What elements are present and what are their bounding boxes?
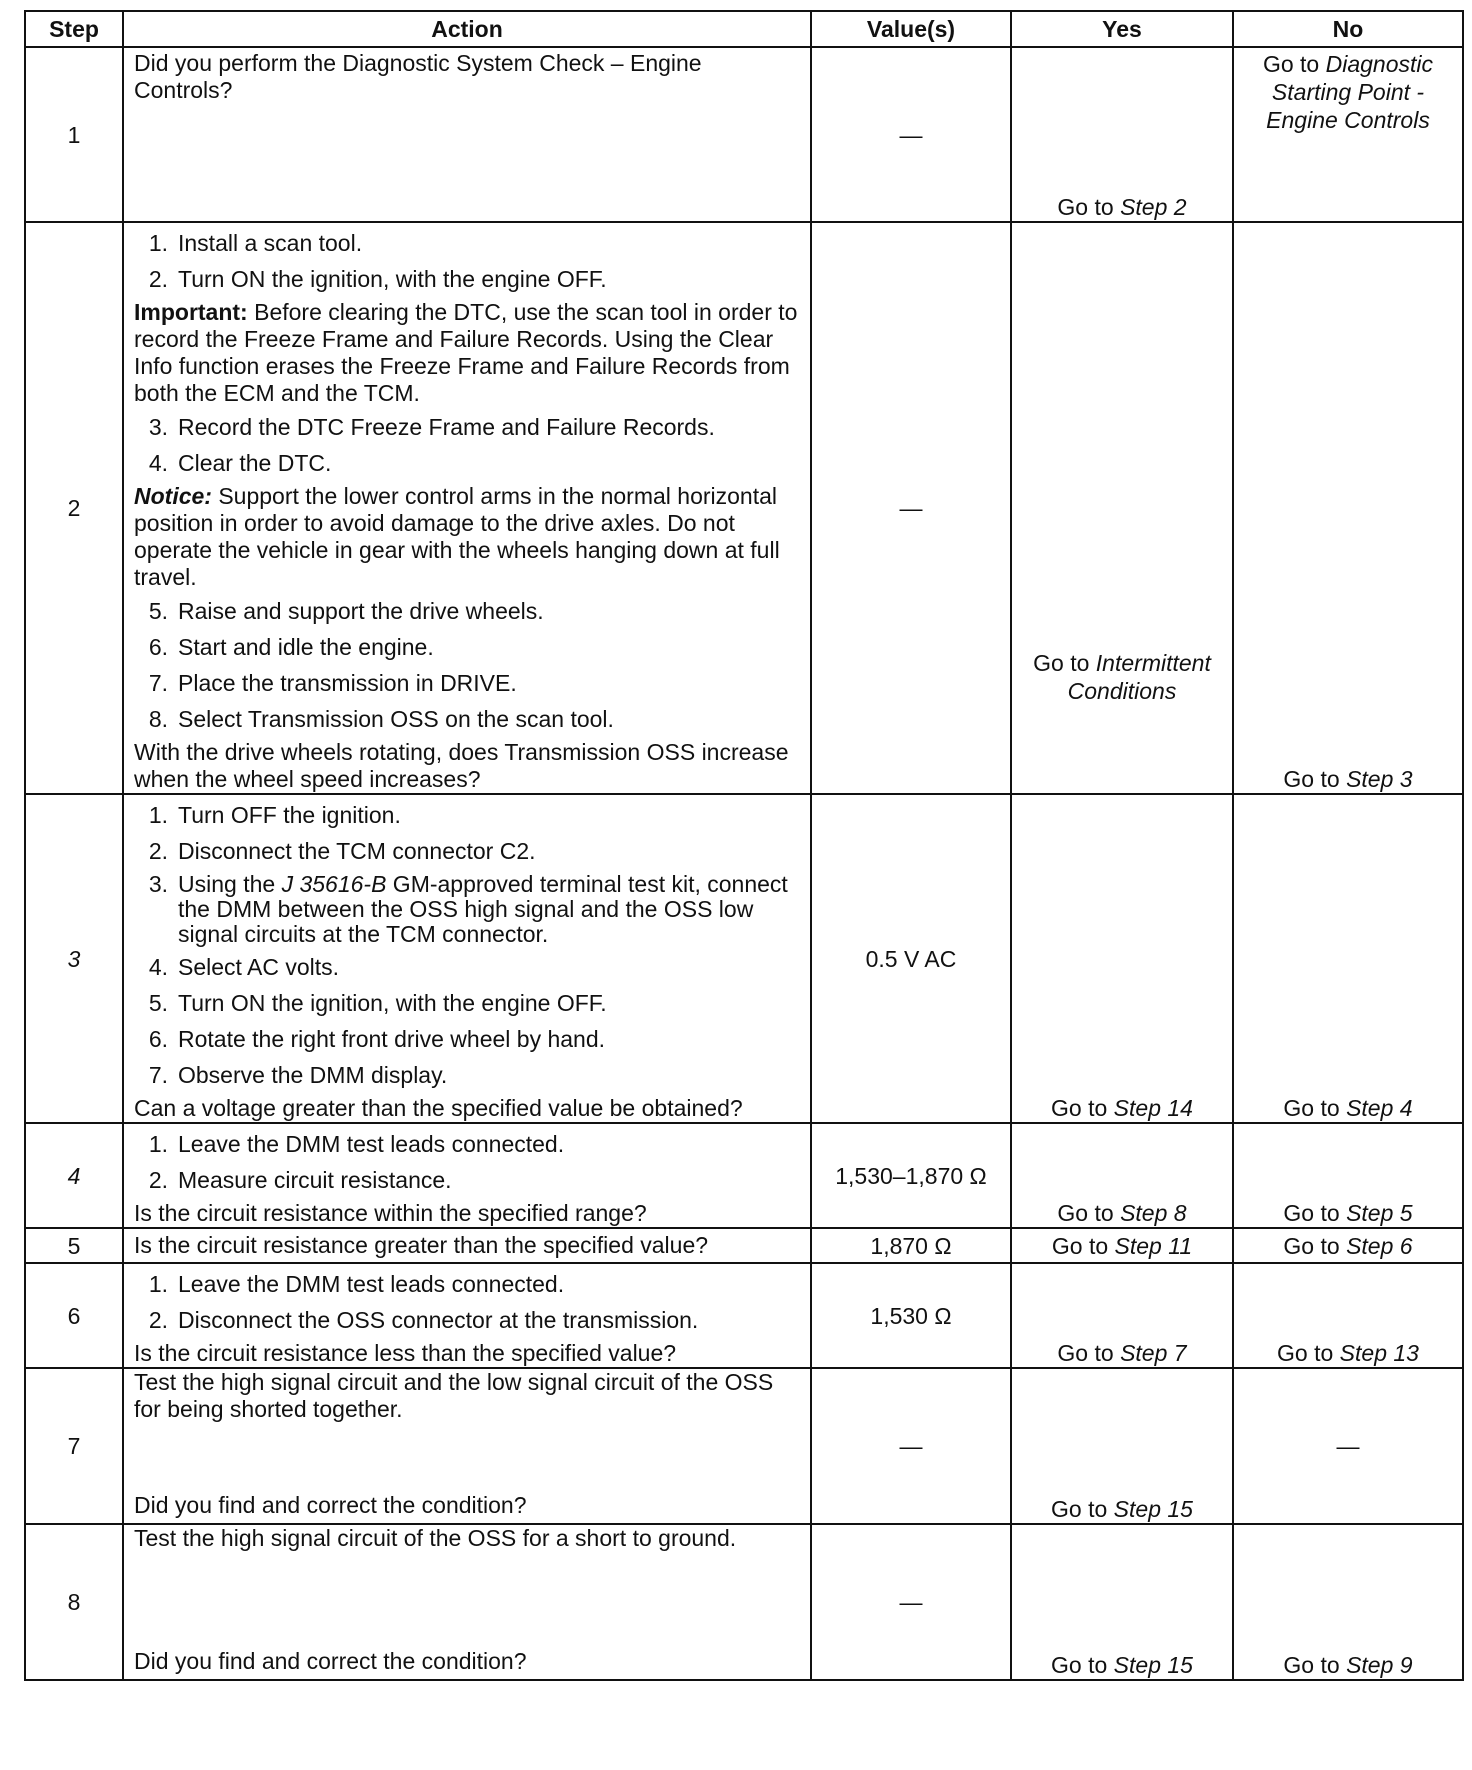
go-to-text: Go to [1283,1200,1340,1226]
yes-cell [1011,1368,1233,1524]
no-link[interactable]: Step 5 [1346,1200,1413,1226]
step-number: 2 [25,222,123,794]
yes-cell [1011,1123,1233,1228]
yes-cell [1011,1524,1233,1680]
header-yes: Yes [1011,11,1233,47]
value-cell: 1,870 Ω [811,1228,1011,1263]
no-cell [1233,794,1463,1123]
list-item: 2. Disconnect the OSS connector at the transmission. [148,1307,699,1333]
header-no: No [1233,11,1463,47]
list-item: 2. Turn ON the ignition, with the engine OFF. [148,266,607,292]
list-item: 5. Raise and support the drive wheels. [148,598,544,624]
yes-link[interactable]: Step 14 [1113,1095,1193,1121]
list-item: 5. Turn ON the ignition, with the engine OFF. [148,990,607,1016]
action-question: Is the circuit resistance within the specified range? [134,1200,647,1226]
yes-link[interactable]: Step 7 [1120,1340,1187,1366]
header-step: Step [25,11,123,47]
go-to-text: Go to [1057,194,1114,220]
step-number: 5 [25,1228,123,1263]
no-link-cont[interactable]: Engine Controls [1266,107,1430,133]
yes-cell [1011,1228,1233,1263]
list-item: 8. Select Transmission OSS on the scan tool. [148,706,614,732]
yes-link[interactable]: Step 15 [1113,1652,1193,1678]
action-question: Did you perform the Diagnostic System Check – Engine Controls? [134,50,702,103]
yes-link[interactable]: Intermittent [1095,650,1211,676]
action-text: Test the high signal circuit of the OSS for a short to ground. [134,1525,737,1551]
go-to-text: Go to [1277,1340,1334,1366]
go-to-text: Go to [1051,1095,1108,1121]
header-values: Value(s) [811,11,1011,47]
yes-link[interactable]: Step 15 [1113,1496,1193,1522]
action-question: Can a voltage greater than the specified value be obtained? [134,1095,743,1121]
list-item: 6. Rotate the right front drive wheel by hand. [148,1026,606,1052]
go-to-text: Go to [1057,1340,1114,1366]
no-cell: — [1233,1368,1463,1524]
action-text: Test the high signal circuit and the low signal circuit of the OSS for being shorted together. [134,1369,774,1422]
step-number: 4 [25,1123,123,1228]
go-to-text: Go to [1283,1232,1340,1259]
go-to-text: Go to [1262,51,1320,77]
list-item: 2. Disconnect the TCM connector C2. [148,838,536,864]
value-cell: — [811,1524,1011,1680]
list-item: 3. Record the DTC Freeze Frame and Failure Records. [148,414,715,440]
table-row [25,47,1463,222]
value-cell: — [811,222,1011,794]
yes-cell [1011,1263,1233,1368]
no-cell [1233,1263,1463,1368]
table-header [25,11,1463,47]
yes-cell [1011,47,1233,222]
value-cell: 1,530–1,870 Ω [811,1123,1011,1228]
step-number: 8 [25,1524,123,1680]
action-cell [123,1524,811,1680]
list-item: 1. Leave the DMM test leads connected. [148,1271,565,1297]
step-number: 6 [25,1263,123,1368]
no-link[interactable]: Step 13 [1339,1340,1419,1366]
list-item: 6. Start and idle the engine. [148,634,434,660]
no-cell [1233,1228,1463,1263]
action-question: With the drive wheels rotating, does Transmission OSS increase when the wheel speed increases? [134,739,789,792]
no-link[interactable]: Step 3 [1346,766,1413,792]
list-item: 4. Select AC volts. [148,954,340,980]
list-item: 7. Observe the DMM display. [148,1062,448,1088]
table-row [25,1228,1463,1263]
no-cell [1233,1123,1463,1228]
yes-cell [1011,222,1233,794]
list-item: 4. Clear the DTC. [148,450,332,476]
no-link[interactable]: Diagnostic [1325,51,1434,77]
step-number: 7 [25,1368,123,1524]
table-row [25,1368,1463,1524]
table-row [25,1123,1463,1228]
no-link-cont[interactable]: Starting Point - [1271,79,1425,105]
go-to-text: Go to [1057,1200,1114,1226]
list-item: 1. Turn OFF the ignition. [148,802,401,828]
go-to-text: Go to [1051,1652,1108,1678]
action-question: Did you find and correct the condition? [134,1648,527,1674]
action-cell [123,222,811,794]
step-number: 3 [25,794,123,1123]
no-link[interactable]: Step 9 [1346,1652,1413,1678]
table-row [25,1524,1463,1680]
action-cell [123,1368,811,1524]
yes-link[interactable]: Step 2 [1120,194,1187,220]
value-cell: 1,530 Ω [811,1263,1011,1368]
value-cell: 0.5 V AC [811,794,1011,1123]
list-item: 1. Install a scan tool. [148,230,363,256]
table-row [25,794,1463,1123]
value-cell: — [811,47,1011,222]
step-number: 1 [25,47,123,222]
action-cell [123,1123,811,1228]
no-link[interactable]: Step 6 [1346,1232,1413,1259]
important-note: Important: Before clearing the DTC, use the scan tool in order to record the Freeze Frame and Failure Records. Using the Clear Info function erases the Freeze Frame and Failure Records from both the ECM and the TCM. [134,299,798,406]
no-cell [1233,1524,1463,1680]
diagnostic-table [24,10,1464,1681]
go-to-text: Go to [1051,1232,1109,1259]
no-link[interactable]: Step 4 [1346,1095,1413,1121]
no-cell [1233,222,1463,794]
no-cell [1233,47,1463,222]
action-question: Is the circuit resistance greater than the specified value? [134,1232,709,1258]
header-action: Action [123,11,811,47]
yes-link-cont[interactable]: Conditions [1067,678,1177,704]
table-row [25,1263,1463,1368]
yes-cell [1011,794,1233,1123]
notice-note: Notice: Support the lower control arms in the normal horizontal position in order to avoid damage to the drive axles. Do not operate the vehicle in gear with the wheels hanging down at full travel. [134,483,780,590]
list-item: 3. Using the J 35616-B GM-approved terminal test kit, connect the DMM between the OSS high signal and the OSS low signal circuits at the TCM connector. [148,871,788,947]
yes-link[interactable]: Step 8 [1120,1200,1187,1226]
action-cell [123,794,811,1123]
tool-reference: J 35616-B [281,871,387,897]
action-question: Is the circuit resistance less than the specified value? [134,1340,677,1366]
go-to-text: Go to [1033,650,1090,676]
table-row [25,222,1463,794]
value-cell: — [811,1368,1011,1524]
action-cell [123,1263,811,1368]
go-to-text: Go to [1283,1652,1340,1678]
action-question: Did you find and correct the condition? [134,1492,527,1518]
go-to-text: Go to [1051,1496,1108,1522]
yes-link[interactable]: Step 11 [1114,1232,1193,1259]
go-to-text: Go to [1283,1095,1340,1121]
list-item: 7. Place the transmission in DRIVE. [148,670,517,696]
action-cell [123,47,811,222]
list-item: 2. Measure circuit resistance. [148,1167,452,1193]
go-to-text: Go to [1283,766,1340,792]
action-cell [123,1228,811,1263]
list-item: 1. Leave the DMM test leads connected. [148,1131,565,1157]
